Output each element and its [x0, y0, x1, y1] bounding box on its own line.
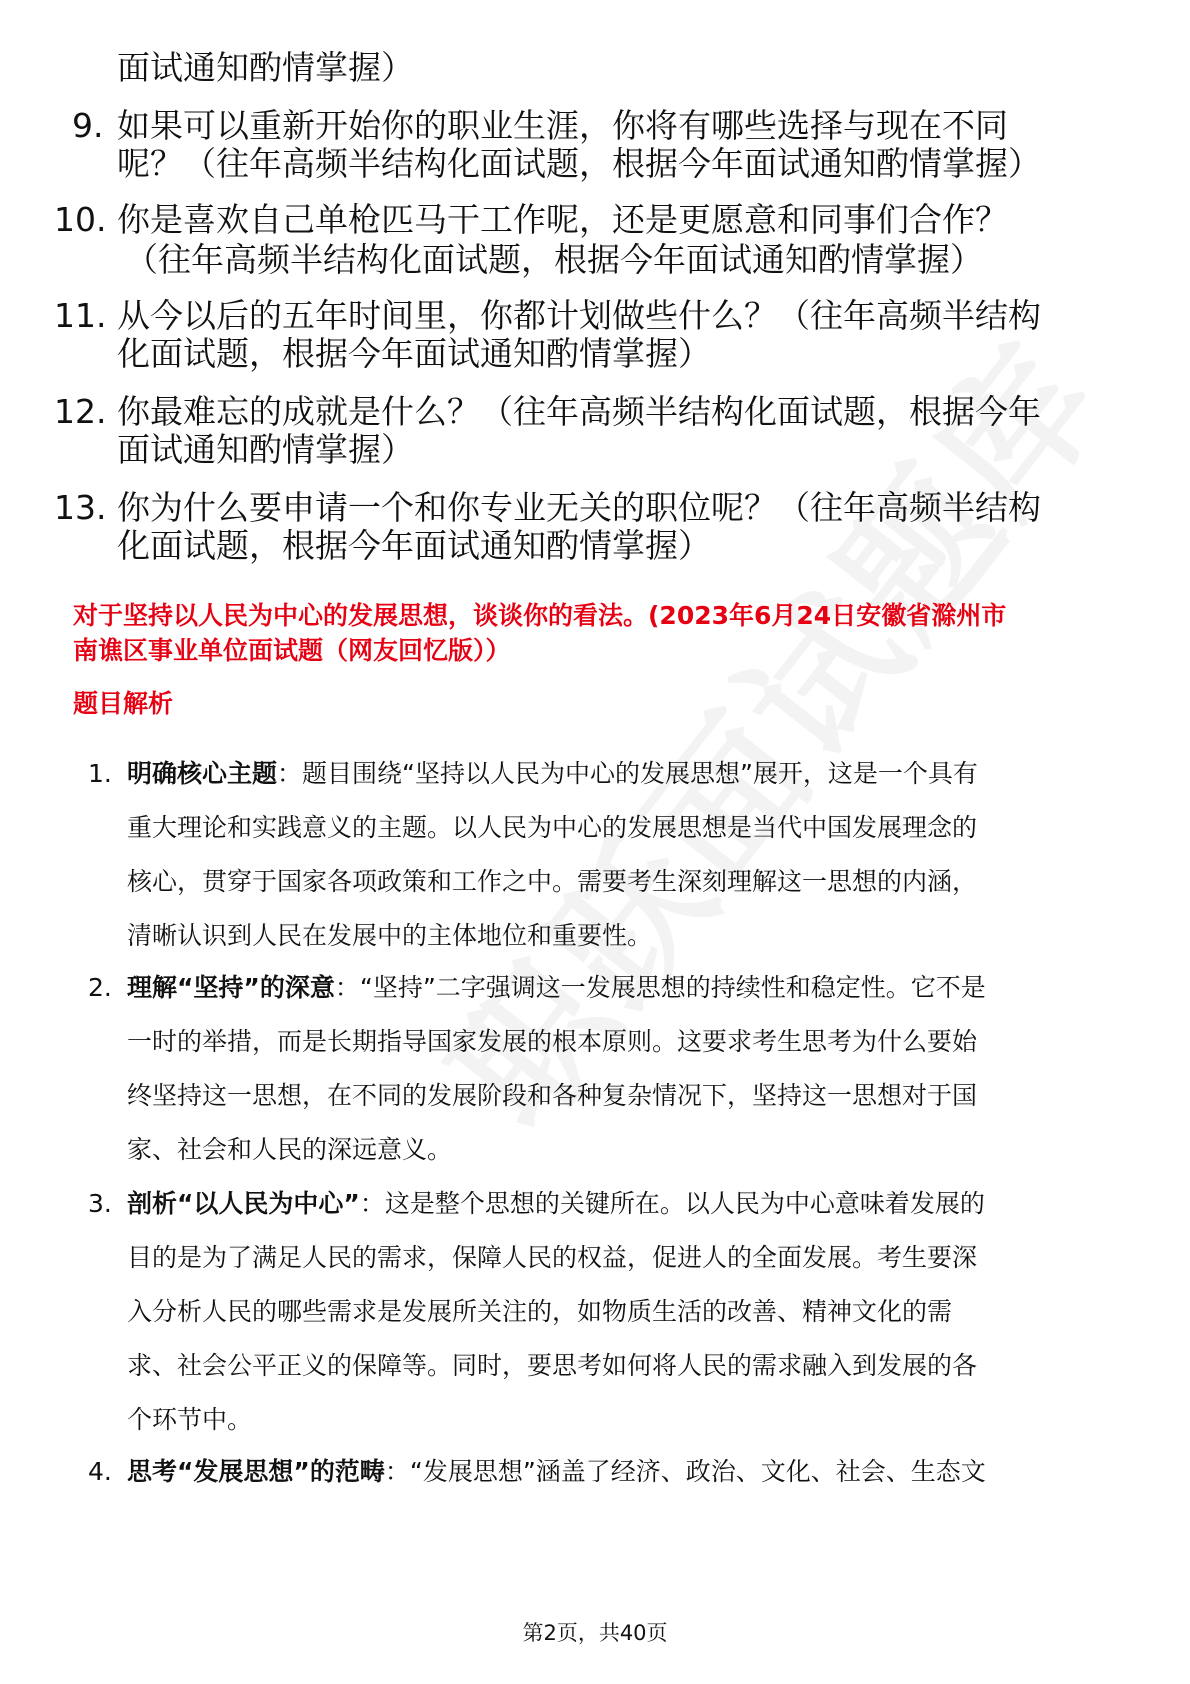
question-carryover-line: 面试通知酌情掌握） [117, 48, 414, 87]
question-line: 从今以后的五年时间里，你都计划做些什么？（往年高频半结构 [117, 296, 1041, 335]
question-line: （往年高频半结构化面试题，根据今年面试通知酌情掌握） [125, 240, 983, 279]
question-line: 你最难忘的成就是什么？（往年高频半结构化面试题，根据今年 [117, 392, 1041, 431]
question-line: 你是喜欢自己单枪匹马干工作呢，还是更愿意和同事们合作？ [117, 200, 1008, 239]
analysis-number: 2. [88, 973, 112, 1002]
analysis-separator: ： [359, 1189, 385, 1218]
analysis-separator: ： [334, 973, 360, 1002]
analysis-number: 4. [88, 1457, 112, 1486]
analysis-title: 理解“坚持”的深意 [127, 973, 335, 1002]
analysis-line: 重大理论和实践意义的主题。以人民为中心的发展思想是当代中国发展理念的 [127, 813, 978, 842]
analysis-first-line [127, 970, 986, 1006]
analysis-text: “坚持”二字强调这一发展思想的持续性和稳定性。它不是 [359, 973, 986, 1002]
analysis-text: 题目围绕“坚持以人民为中心的发展思想”展开，这是一个具有 [302, 759, 978, 788]
question-number: 13. [54, 488, 107, 527]
question-number: 11. [54, 296, 107, 335]
analysis-line: 终坚持这一思想，在不同的发展阶段和各种复杂情况下，坚持这一思想对于国 [127, 1081, 978, 1110]
analysis-first-line [127, 756, 978, 792]
analysis-line: 个环节中。 [127, 1405, 253, 1434]
analysis-line: 目的是为了满足人民的需求，保障人民的权益，促进人的全面发展。考生要深 [127, 1243, 978, 1272]
analysis-heading: 题目解析 [73, 689, 174, 718]
topic-heading-line: 对于坚持以人民为中心的发展思想，谈谈你的看法。(2023年6月24日安徽省滁州市 [73, 601, 1007, 630]
analysis-text: 这是整个思想的关键所在。以人民为中心意味着发展的 [384, 1189, 985, 1218]
analysis-separator: ： [384, 1457, 410, 1486]
question-line: 你为什么要申请一个和你专业无关的职位呢？（往年高频半结构 [117, 488, 1041, 527]
analysis-text: “发展思想”涵盖了经济、政治、文化、社会、生态文 [409, 1457, 986, 1486]
topic-heading-line: 南谯区事业单位面试题（网友回忆版）） [73, 636, 511, 665]
analysis-title: 剖析“以人民为中心” [127, 1189, 360, 1218]
analysis-line: 入分析人民的哪些需求是发展所关注的，如物质生活的改善、精神文化的需 [127, 1297, 953, 1326]
question-line: 面试通知酌情掌握） [117, 430, 414, 469]
question-number: 9. [72, 106, 104, 145]
question-line: 如果可以重新开始你的职业生涯，你将有哪些选择与现在不同 [117, 106, 1008, 145]
analysis-line: 核心，贯穿于国家各项政策和工作之中。需要考生深刻理解这一思想的内涵， [127, 867, 978, 896]
question-line: 化面试题，根据今年面试通知酌情掌握） [117, 526, 711, 565]
analysis-number: 1. [88, 759, 112, 788]
analysis-title: 明确核心主题 [127, 759, 278, 788]
analysis-first-line [127, 1454, 986, 1490]
question-number: 12. [54, 392, 107, 431]
page-number: 第2页，共40页 [522, 1621, 668, 1645]
question-line: 呢？（往年高频半结构化面试题，根据今年面试通知酌情掌握） [117, 144, 1041, 183]
analysis-title: 思考“发展思想”的范畴 [127, 1457, 385, 1486]
analysis-line: 求、社会公平正义的保障等。同时，要思考如何将人民的需求融入到发展的各 [127, 1351, 978, 1380]
question-number: 10. [54, 200, 107, 239]
analysis-separator: ： [277, 759, 303, 788]
question-line: 化面试题，根据今年面试通知酌情掌握） [117, 334, 711, 373]
analysis-first-line [127, 1186, 985, 1222]
analysis-line: 一时的举措，而是长期指导国家发展的根本原则。这要求考生思考为什么要始 [127, 1027, 978, 1056]
analysis-line: 家、社会和人民的深远意义。 [127, 1135, 453, 1164]
analysis-number: 3. [88, 1189, 112, 1218]
analysis-line: 清晰认识到人民在发展中的主体地位和重要性。 [127, 921, 653, 950]
